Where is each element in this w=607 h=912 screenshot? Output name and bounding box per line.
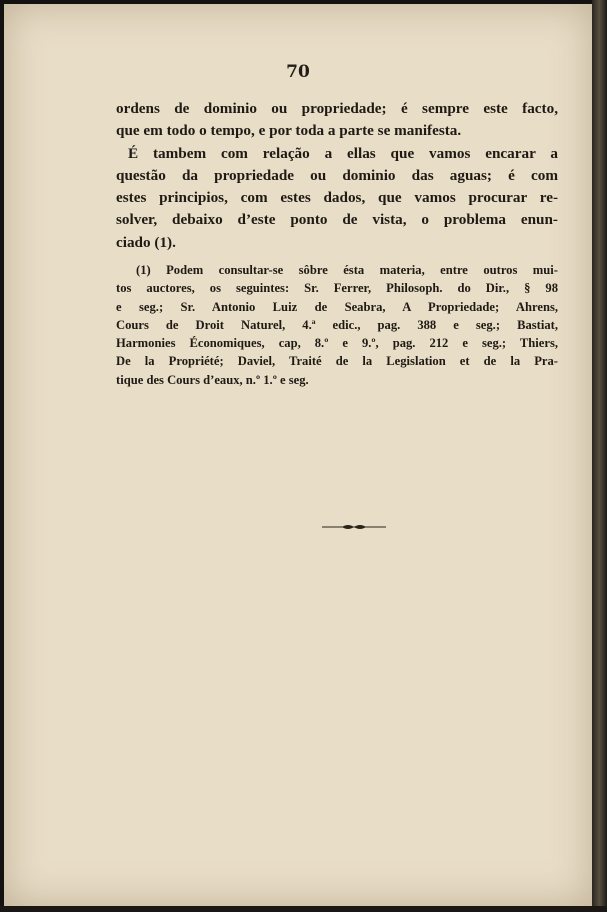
text-line: estes principios, com estes dados, que vamos procurar re- [116, 189, 558, 207]
footnote-line: (1) Podem consultar-se sôbre ésta materia, entre outros mui- [136, 263, 558, 277]
footnote-line: e seg.; Sr. Antonio Luiz de Seabra, A Propriedade; Ahrens, [116, 299, 558, 314]
book-page [4, 4, 594, 906]
text-line: questão da propriedade ou dominio das aguas; é com [116, 166, 558, 184]
footnote-line: tique des Cours d’eaux, n.º 1.º e seg. [116, 372, 309, 387]
ornament-divider-icon [322, 522, 386, 532]
book-edge [592, 0, 607, 912]
text-line: solver, debaixo d’este ponto de vista, o problema enun- [116, 211, 558, 229]
book-edge-bottom [0, 906, 607, 912]
footnote-line: Harmonies Économiques, cap, 8.º e 9.º, pag. 212 e seg.; Thiers, [116, 336, 558, 351]
footnote-line: Cours de Droit Naturel, 4.ª edic., pag. 388 e seg.; Bastiat, [116, 317, 558, 332]
footnote-line: De la Propriété; Daviel, Traité de la Legislation et de la Pra- [116, 354, 558, 369]
text-line: ordens de dominio ou propriedade; é sempre este facto, [116, 100, 558, 117]
page-number: 70 [286, 62, 310, 82]
text-line: ciado (1). [116, 233, 176, 251]
text-line: É tambem com relação a ellas que vamos encarar a [128, 144, 558, 162]
footnote-line: tos auctores, os seguintes: Sr. Ferrer, Philosoph. do Dir., § 98 [116, 281, 558, 296]
main-text [116, 98, 558, 254]
text-line: que em todo o tempo, e por toda a parte se manifesta. [116, 122, 462, 140]
footnote [116, 261, 558, 389]
